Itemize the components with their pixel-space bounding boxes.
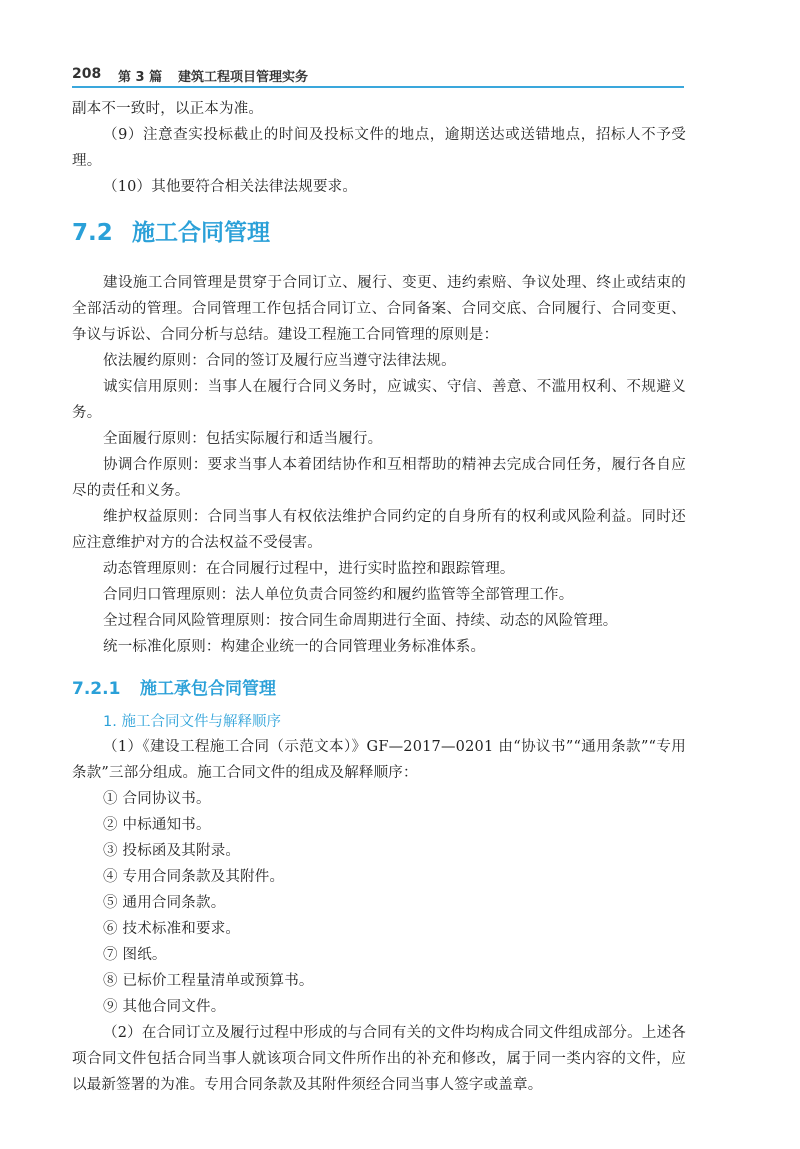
page-body: [72, 96, 686, 1098]
principle-paragraph: 依法履约原则：合同的签订及履行应当遵守法律法规。: [103, 353, 456, 369]
list-item: ① 合同协议书。: [103, 791, 211, 807]
item-heading: 1. 施工合同文件与解释顺序: [103, 714, 281, 730]
closing-paragraph: （2）在合同订立及履行过程中形成的与合同有关的文件均构成合同文件组成部分。上述各项合同文件包括合同当事人就该项合同文件所作出的补充和修改，属于同一类内容的文件，应以最新签署的为准。专用合同条款及其附件须经合同当事人签字或盖章。: [72, 1025, 686, 1093]
intro-paragraph: （9）注意查实投标截止的时间及投标文件的地点，逾期送达或送错地点，招标人不予受理。: [72, 127, 686, 169]
list-item: ③ 投标函及其附录。: [103, 843, 241, 859]
intro-paragraph: 副本不一致时，以正本为准。: [72, 101, 264, 117]
principle-paragraph: 动态管理原则：在合同履行过程中，进行实时监控和跟踪管理。: [103, 561, 515, 577]
intro-paragraph: （10）其他要符合相关法律法规要求。: [103, 179, 358, 195]
lead-paragraph: （1）《建设工程施工合同（示范文本）》GF—2017—0201 由“协议书”“通用条款”“专用条款”三部分组成。施工合同文件的组成及解释顺序：: [72, 739, 686, 781]
principle-paragraph: 全过程合同风险管理原则：按合同生命周期进行全面、持续、动态的风险管理。: [103, 613, 618, 629]
part-label: 第 3 篇: [118, 70, 163, 85]
body-paragraph: 建设施工合同管理是贯穿于合同订立、履行、变更、违约索赔、争议处理、终止或结束的全部活动的管理。合同管理工作包括合同订立、合同备案、合同交底、合同履行、合同变更、争议与诉讼、合同分析与总结。建设工程施工合同管理的原则是：: [72, 275, 686, 343]
section-title: 施工合同管理: [132, 220, 270, 246]
part-title: 建筑工程项目管理实务: [178, 70, 309, 85]
principle-paragraph: 合同归口管理原则：法人单位负责合同签约和履约监管等全部管理工作。: [103, 587, 574, 603]
subsection-number: 7.2.1: [72, 679, 121, 699]
section-number: 7.2: [72, 220, 113, 246]
document-order-list: [72, 786, 686, 1020]
principle-paragraph: 协调合作原则：要求当事人本着团结协作和互相帮助的精神去完成合同任务，履行各自应尽的责任和义务。: [72, 457, 686, 499]
subsection-heading-7-2-1: [72, 676, 686, 702]
running-header: [72, 62, 684, 88]
list-item: ④ 专用合同条款及其附件。: [103, 869, 285, 885]
list-item: ⑦ 图纸。: [103, 947, 167, 963]
section-heading-7-2: [72, 218, 686, 248]
header-rule: [72, 86, 684, 88]
list-item: ② 中标通知书。: [103, 817, 211, 833]
principle-paragraph: 统一标准化原则：构建企业统一的合同管理业务标准体系。: [103, 639, 486, 655]
page-number: 208: [72, 66, 102, 82]
list-item: ⑥ 技术标准和要求。: [103, 921, 241, 937]
principle-paragraph: 诚实信用原则：当事人在履行合同义务时，应诚实、守信、善意、不滥用权利、不规避义务。: [72, 379, 686, 421]
principle-paragraph: 维护权益原则：合同当事人有权依法维护合同约定的自身所有的权利或风险利益。同时还应注意维护对方的合法权益不受侵害。: [72, 509, 686, 551]
principle-paragraph: 全面履行原则：包括实际履行和适当履行。: [103, 431, 383, 447]
subsection-title: 施工承包合同管理: [140, 679, 276, 699]
list-item: ⑨ 其他合同文件。: [103, 999, 226, 1015]
list-item: ⑧ 已标价工程量清单或预算书。: [103, 973, 314, 989]
list-item: ⑤ 通用合同条款。: [103, 895, 226, 911]
